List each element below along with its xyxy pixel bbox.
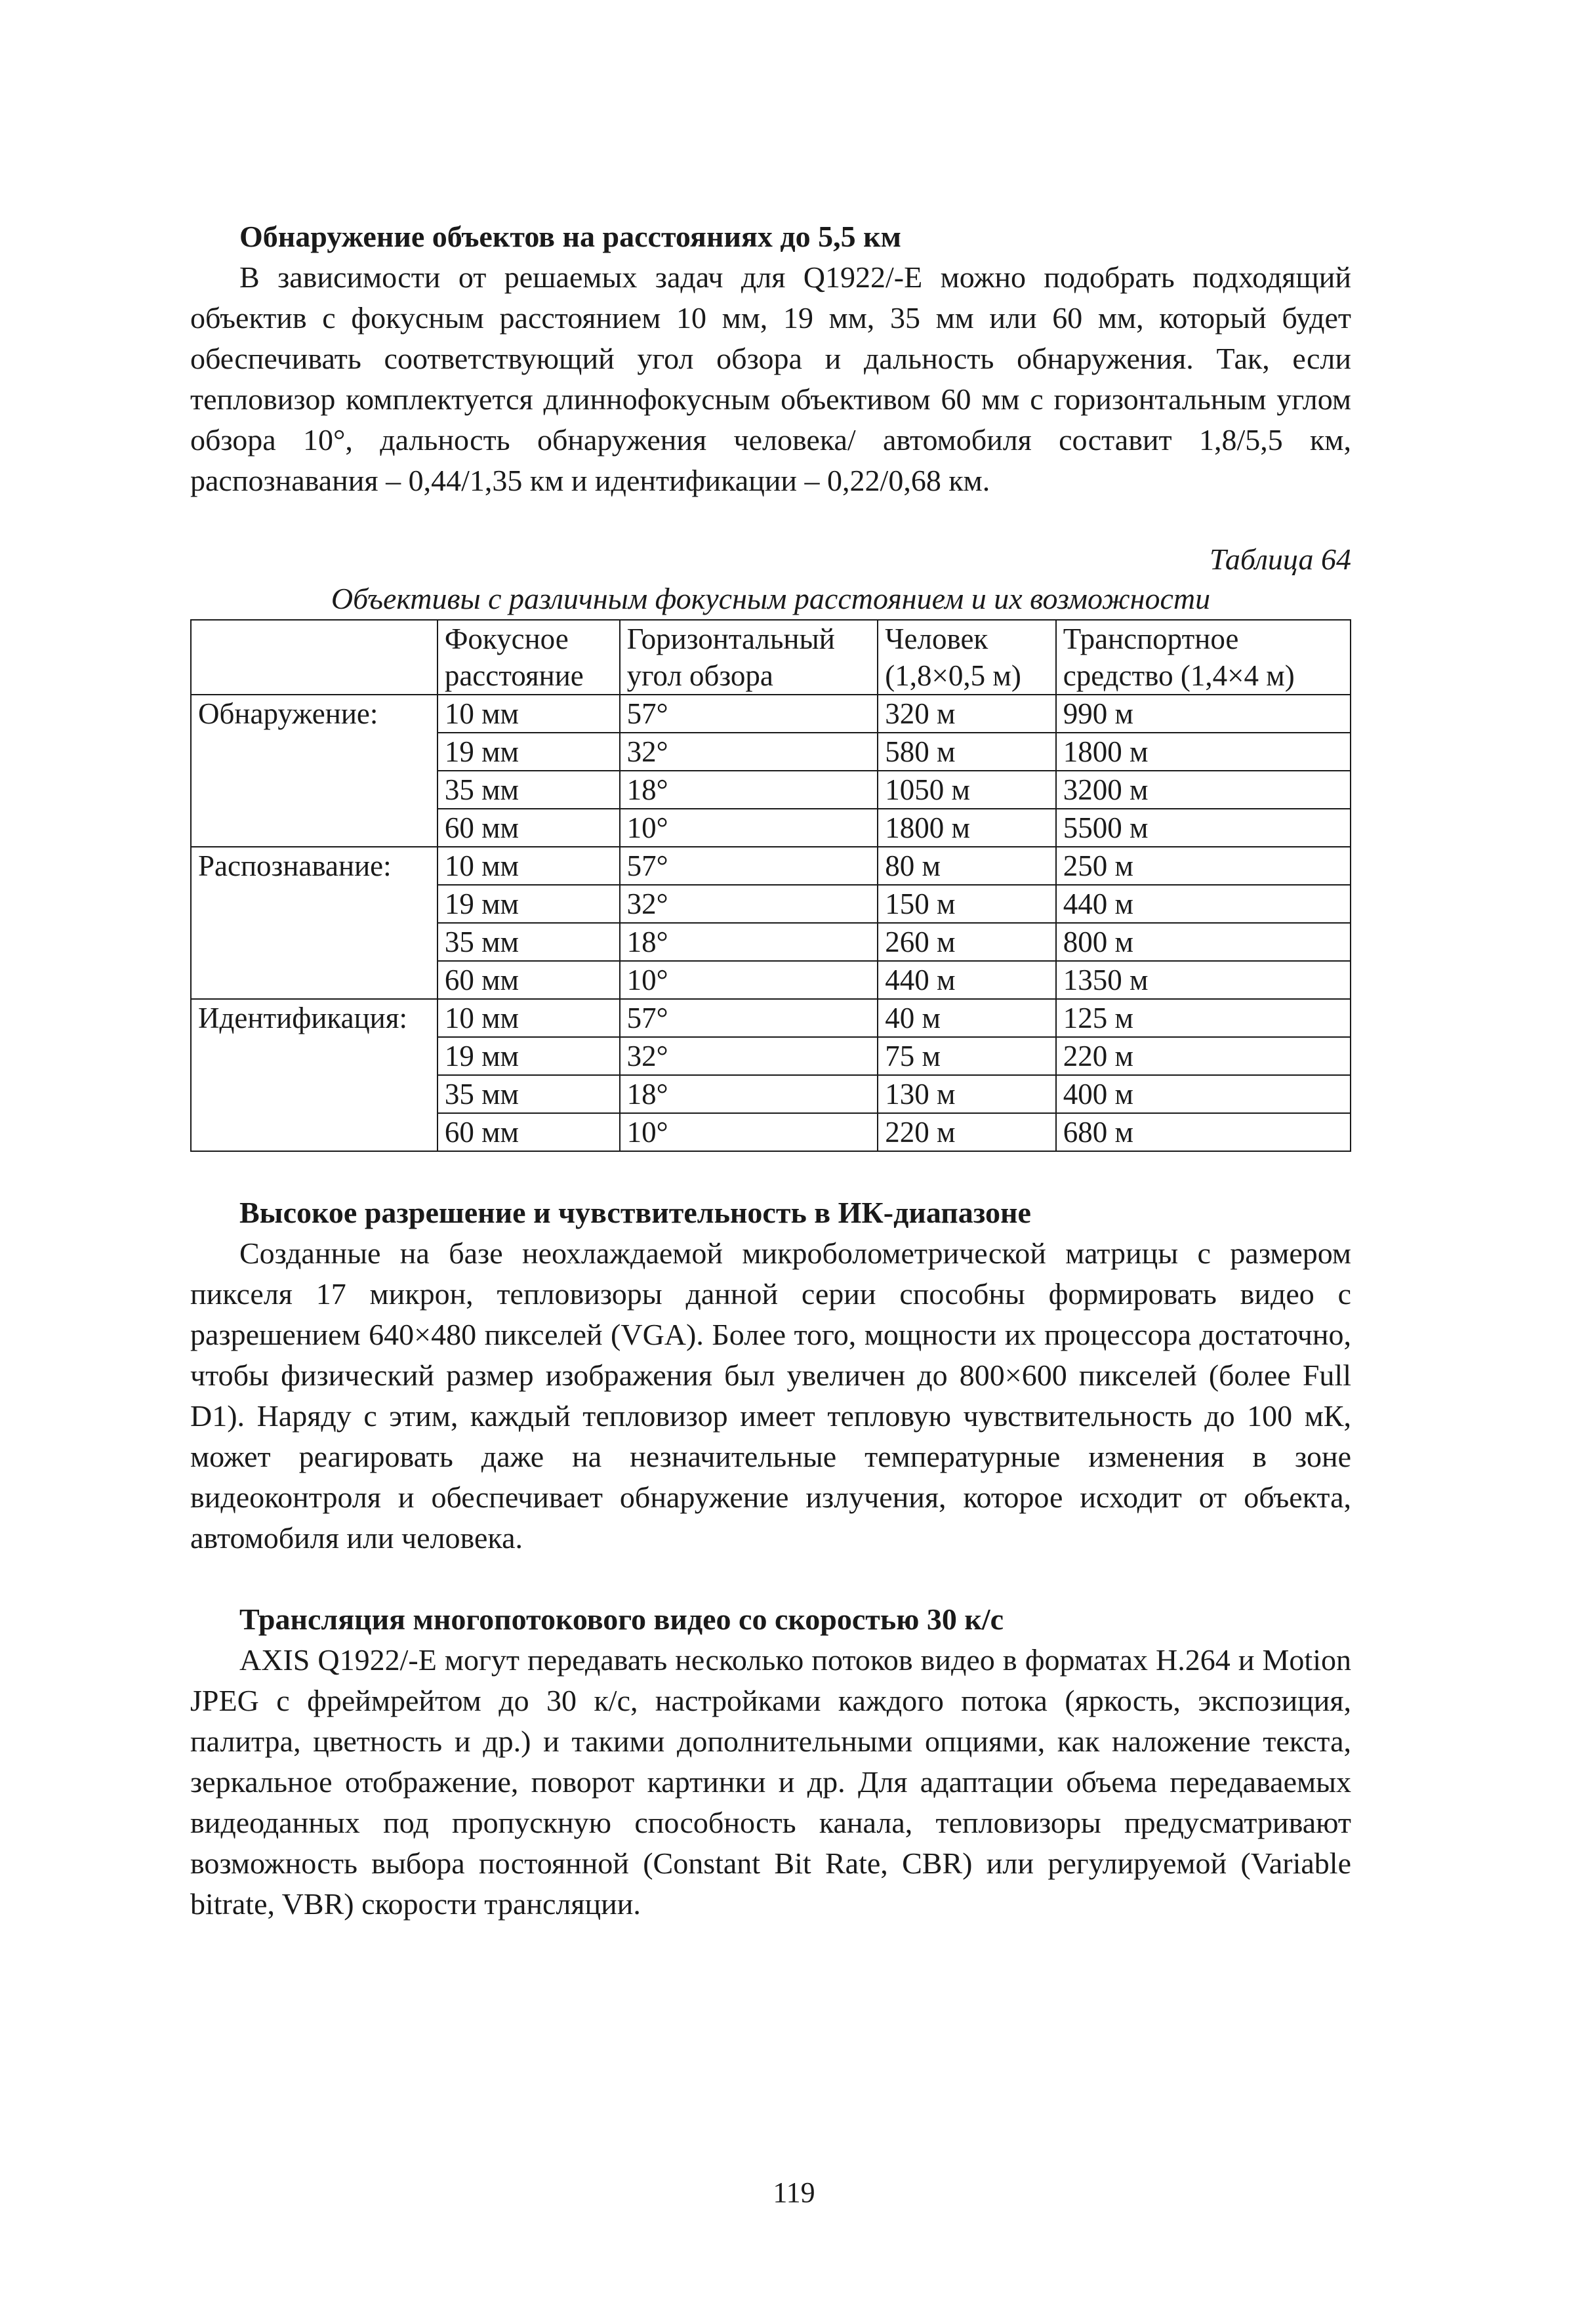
table-cell: 220 м [878,1113,1056,1151]
table-header-row [191,620,1351,695]
table-cell: 10 мм [438,847,620,885]
table-header-cell: Транспортное средство (1,4×4 м) [1056,620,1351,695]
table-cell: 125 м [1056,999,1351,1037]
table-cell: 990 м [1056,695,1351,733]
table-cell: 5500 м [1056,809,1351,847]
page-number: 119 [773,2176,815,2209]
table-group-label-continued [191,733,438,771]
table-cell: 150 м [878,885,1056,923]
table-cell: 35 мм [438,1075,620,1113]
section-title: Обнаружение объектов на расстояниях до 5,5 км [239,220,901,253]
table-row [191,733,1351,771]
table-cell: 1800 м [878,809,1056,847]
table-row [191,999,1351,1037]
table-header-cell [191,620,438,695]
table-row [191,695,1351,733]
table-cell: 18° [620,771,878,809]
table-row [191,961,1351,999]
table-cell: 3200 м [1056,771,1351,809]
table-row [191,809,1351,847]
table-cell: 60 мм [438,1113,620,1151]
table-cell: 57° [620,847,878,885]
table-cell: 60 мм [438,809,620,847]
table-cell: 40 м [878,999,1056,1037]
table-cell: 35 мм [438,923,620,961]
section-paragraph: AXIS Q1922/-E могут передавать несколько потоков видео в форматах H.264 и Motion JPEG с фреймрейтом до 30 к/с, настройками каждого потока (яркость, экспозиция, палитра, цветность и др.) и такими дополнительными опциями, как наложение текста, зеркальное отображение, поворот картинки и др. Для адаптации объема передаваемых видеоданных под пропускную способность канала, тепловизоры предусматривают возможность выбора постоянной (Constant Bit Rate, CBR) или регулируемой (Variable bitrate, VBR) скорости трансляции. [190,1643,1351,1921]
table-group-label-continued [191,1113,438,1151]
table-cell: 18° [620,1075,878,1113]
table-title: Объективы с различным фокусным расстоянием и их возможности [331,582,1211,615]
section-paragraph: Созданные на базе неохлаждаемой микроболометрической матрицы с размером пикселя 17 микрон, тепловизоры данной серии способны формировать видео с разрешением 640×480 пикселей (VGA). Более того, мощности их процессора достаточно, чтобы физический размер изображения был увеличен до 800×600 пикселей (более Full D1). Наряду с этим, каждый тепловизор имеет тепловую чувствительность до 100 мК, может реагировать даже на незначительные температурные изменения в зоне видеоконтроля и обеспечивает обнаружение излучения, которое исходит от объекта, автомобиля или человека. [190,1236,1351,1555]
table-group-label: Идентификация: [191,999,438,1037]
table-cell: 75 м [878,1037,1056,1075]
table-cell: 18° [620,923,878,961]
table-cell: 10° [620,809,878,847]
table-cell: 35 мм [438,771,620,809]
table-group-label-continued [191,923,438,961]
table-group-label: Обнаружение: [191,695,438,733]
table-number: Таблица 64 [1209,542,1351,576]
table-cell: 130 м [878,1075,1056,1113]
table-row [191,1113,1351,1151]
table-cell: 1350 м [1056,961,1351,999]
table-group-label: Распознавание: [191,847,438,885]
section-title: Трансляция многопотокового видео со скоростью 30 к/с [239,1602,1004,1636]
table-cell: 10° [620,1113,878,1151]
table-cell: 32° [620,885,878,923]
table-cell: 1800 м [1056,733,1351,771]
table-cell: 220 м [1056,1037,1351,1075]
table-cell: 250 м [1056,847,1351,885]
table-row [191,885,1351,923]
table-cell: 19 мм [438,885,620,923]
table-row [191,1037,1351,1075]
table-group-label-continued [191,771,438,809]
lens-table [190,619,1351,1152]
table-header-cell: Человек (1,8×0,5 м) [878,620,1056,695]
table-cell: 800 м [1056,923,1351,961]
table-cell: 10 мм [438,695,620,733]
table-cell: 80 м [878,847,1056,885]
table-group-label-continued [191,1037,438,1075]
table-cell: 1050 м [878,771,1056,809]
table-row [191,923,1351,961]
table-header-cell: Горизонтальный угол обзора [620,620,878,695]
table-row [191,771,1351,809]
table-cell: 440 м [1056,885,1351,923]
table-cell: 260 м [878,923,1056,961]
table-cell: 10 мм [438,999,620,1037]
table-cell: 57° [620,999,878,1037]
table-cell: 680 м [1056,1113,1351,1151]
table-cell: 19 мм [438,733,620,771]
table-cell: 320 м [878,695,1056,733]
table-row [191,1075,1351,1113]
table-group-label-continued [191,1075,438,1113]
table-group-label-continued [191,885,438,923]
section-paragraph: В зависимости от решаемых задач для Q1922/-E можно подобрать подходящий объектив с фокусным расстоянием 10 мм, 19 мм, 35 мм или 60 мм, который будет обеспечивать соответствующий угол обзора и дальность обнаружения. Так, если тепловизор комплектуется длиннофокусным объективом 60 мм с горизонтальным углом обзора 10°, дальность обнаружения человека/ автомобиля составит 1,8/5,5 км, распознавания – 0,44/1,35 км и идентификации – 0,22/0,68 км. [190,260,1351,497]
table-group-label-continued [191,961,438,999]
page-content [190,216,1351,1925]
table-cell: 580 м [878,733,1056,771]
table-cell: 57° [620,695,878,733]
table-cell: 400 м [1056,1075,1351,1113]
table-cell: 440 м [878,961,1056,999]
table-row [191,847,1351,885]
section-title: Высокое разрешение и чувствительность в ИК-диапазоне [239,1196,1031,1229]
table-cell: 19 мм [438,1037,620,1075]
table-cell: 32° [620,1037,878,1075]
table-header-cell: Фокусное расстояние [438,620,620,695]
table-cell: 60 мм [438,961,620,999]
table-cell: 10° [620,961,878,999]
table-group-label-continued [191,809,438,847]
table-cell: 32° [620,733,878,771]
